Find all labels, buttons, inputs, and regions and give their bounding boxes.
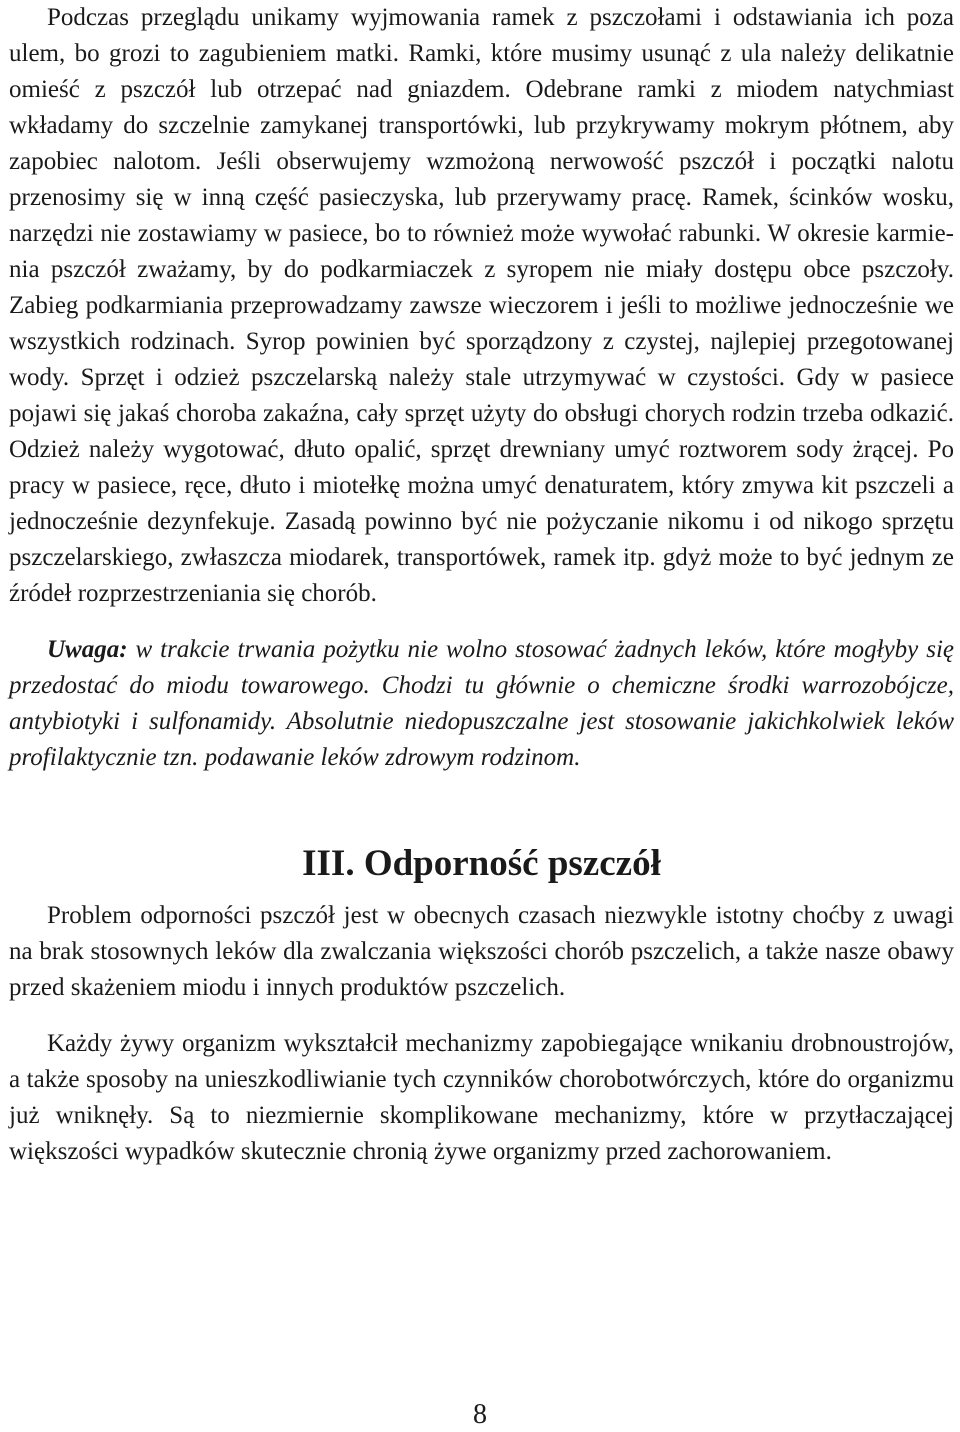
- page-number: 8: [473, 1399, 487, 1430]
- section-heading: III. Odporność pszczół: [302, 843, 661, 884]
- document-page: [9, 0, 954, 1170]
- warning-note-text: w trakcie trwania pożytku nie wolno stosować żadnych leków, które mogłyby się przedostać do miodu towarowego. Chodzi tu głównie o chemiczne środki warrozobójcze, antybiotyki i sulfonamidy. Absolutnie niedopuszczalne jest stosowanie jakichkolwiek leków profilaktycznie tzn. podawanie leków zdrowym rodzinom.: [9, 636, 954, 771]
- warning-note-label: Uwaga:: [47, 636, 128, 663]
- body-paragraph-bee-immunity: Problem odporności pszczół jest w obecnych czasach niezwykle istotny choćby z uwagi na brak stosownych leków dla zwalczania większości chorób pszczelich, a także nasze obawy przed skażeniem miodu i innych produktów pszczelich.: [9, 902, 954, 1001]
- body-paragraph-hive-inspection: Podczas przeglądu unikamy wyjmowania ramek z pszczołami i odstawiania ich poza ulem, bo grozi to zagubieniem matki. Ramki, które musimy usunąć z ula należy delikatnie omieść z pszczół lub otrzepać nad gniazdem. Odebrane ramki z miodem natychmiast wkładamy do szczelnie zamykanej transportówki, lub przykrywamy mokrym płótnem, aby zapobiec nalotom. Jeśli obserwujemy wzmożoną nerwowość pszczół i początki nalotu przenosimy się w inną część pasieczyska, lub przerywamy pracę. Ramek, ścinków wosku, narzędzi nie zostawiamy w pasiece, bo to również może wywołać rabunki. W okresie karmienia pszczół zważamy, by do podkarmiaczek z syropem nie miały dostępu obce pszczoły. Zabieg podkarmiania przeprowadzamy zawsze wieczorem i jeśli to możliwe jednocześnie we wszystkich rodzinach. Syrop powinien być sporządzony z czystej, najlepiej przegotowanej wody. Sprzęt i odzież pszczelarską należy stale utrzymywać w czystości. Gdy w pasiece pojawi się jakaś choroba zakaźna, cały sprzęt użyty do obsługi chorych rodzin trzeba odkazić. Odzież należy wygotować, dłuto opalić, sprzęt drewniany umyć roztworem sody żrącej. Po pracy w pasiece, ręce, dłuto i miotełkę można umyć denaturatem, który zmywa kit pszczeli a jednocześnie dezynfekuje. Zasadą powinno być nie pożyczanie nikomu i od nikogo sprzętu pszczelarskiego, zwłaszcza miodarek, transportówek, ramek itp. gdyż może to być jednym ze źródeł rozprzestrzeniania się chorób.: [9, 4, 954, 607]
- body-paragraph-defense-mechanisms: Każdy żywy organizm wykształcił mechanizmy zapobiegające wnikaniu drobnoustrojów, a także sposoby na unieszkodliwianie tych czynników chorobotwórczych, które do organizmu już wniknęły. Są to niezmiernie skomplikowane mechanizmy, które w przytłaczającej większości wypadków skutecznie chronią żywe organizmy przed zachorowaniem.: [9, 1030, 954, 1165]
- warning-note: [9, 632, 954, 776]
